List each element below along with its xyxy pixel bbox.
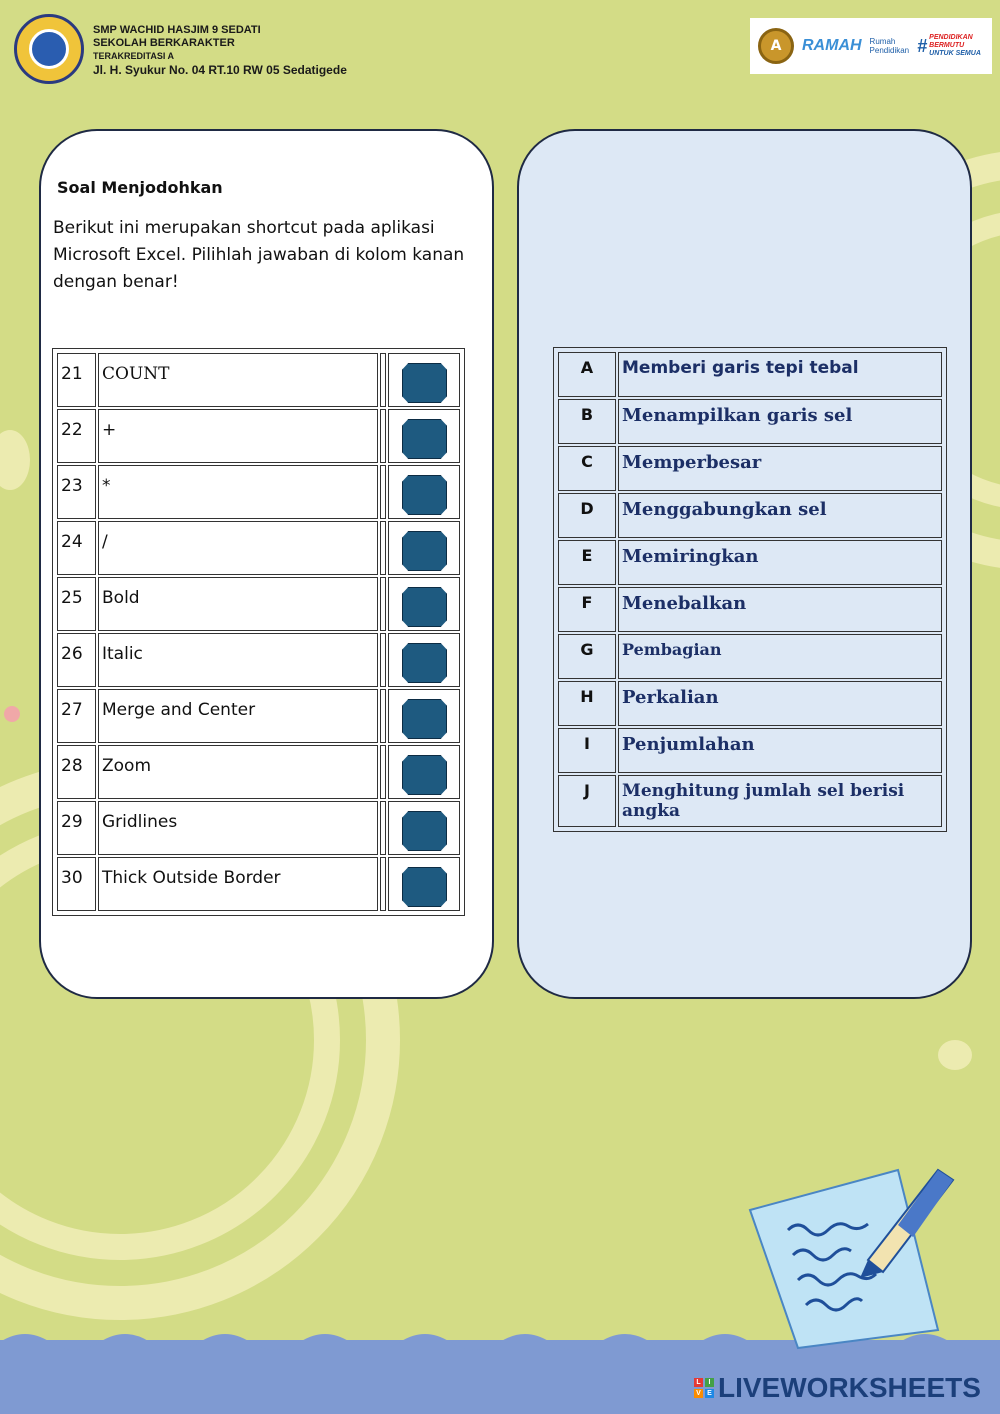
answer-input-box[interactable] [402,587,447,627]
question-text: * [98,465,378,519]
question-text: COUNT [98,353,378,407]
pendidikan-bermutu-logo [917,34,981,58]
answer-text: Pembagian [618,634,942,679]
question-number: 30 [57,857,96,911]
liveworksheets-logo-icon [694,1378,714,1398]
answer-row [558,352,942,397]
logo-letter: L [694,1378,703,1387]
background-blob [0,430,30,490]
question-table [52,348,465,916]
liveworksheets-brand [694,1372,981,1404]
question-number: 27 [57,689,96,743]
answer-letter: B [558,399,616,444]
question-number: 22 [57,409,96,463]
question-row [57,577,460,631]
answer-row [558,540,942,585]
school-motto: SEKOLAH BERKARAKTER [93,37,235,49]
question-text: Merge and Center [98,689,378,743]
answer-text: Menebalkan [618,587,942,632]
question-row [57,409,460,463]
notebook-pen-illustration [748,1150,968,1350]
answer-row [558,728,942,773]
answer-letter: E [558,540,616,585]
pendidikan-label: Pendidikan [869,46,910,55]
logo-letter: V [694,1389,703,1398]
question-number: 26 [57,633,96,687]
answer-table [553,347,947,832]
answer-row [558,493,942,538]
question-number: 25 [57,577,96,631]
answer-input-box[interactable] [402,867,447,907]
worksheet-instruction: Berikut ini merupakan shortcut pada aplikasi Microsoft Excel. Pilihlah jawaban di kolom kanan dengan benar! [53,218,465,292]
accreditation-badge: A [758,28,794,64]
answer-letter: H [558,681,616,726]
question-row [57,745,460,799]
rumah-pendidikan-logo [870,37,910,55]
partner-logos [750,18,992,74]
question-row [57,633,460,687]
question-number: 29 [57,801,96,855]
tagline-line: BERMUTU [929,42,965,49]
question-text: Zoom [98,745,378,799]
logo-letter: E [705,1389,714,1398]
question-text: + [98,409,378,463]
question-text: Bold [98,577,378,631]
school-info [93,24,347,78]
answer-text: Perkalian [618,681,942,726]
answer-text: Menggabungkan sel [618,493,942,538]
question-row [57,801,460,855]
answer-text: Penjumlahan [618,728,942,773]
answer-text: Menampilkan garis sel [618,399,942,444]
answer-input-box[interactable] [402,419,447,459]
background-dot [4,706,20,722]
answer-row [558,446,942,491]
school-accreditation: TERAKREDITASI A [93,51,174,61]
school-logo [14,14,84,84]
answer-input-box[interactable] [402,811,447,851]
tagline-line: PENDIDIKAN [929,34,973,41]
liveworksheets-wordmark: LIVEWORKSHEETS [718,1372,981,1403]
question-row [57,689,460,743]
question-text: Thick Outside Border [98,857,378,911]
answer-input-box[interactable] [402,643,447,683]
tagline-line: UNTUK SEMUA [929,50,981,57]
question-text: Italic [98,633,378,687]
answer-text: Menghitung jumlah sel berisi angka [618,775,942,827]
answer-letter: I [558,728,616,773]
question-number: 21 [57,353,96,407]
answer-row [558,634,942,679]
answer-input-box[interactable] [402,699,447,739]
answer-letter: D [558,493,616,538]
school-address: Jl. H. Syukur No. 04 RT.10 RW 05 Sedatigede [93,63,347,77]
question-number: 24 [57,521,96,575]
answer-text: Memperbesar [618,446,942,491]
question-number: 28 [57,745,96,799]
question-text: Gridlines [98,801,378,855]
question-row [57,353,460,407]
answer-row [558,775,942,827]
answer-input-box[interactable] [402,475,447,515]
answer-input-box[interactable] [402,755,447,795]
logo-letter: I [705,1378,714,1387]
question-row [57,857,460,911]
question-row [57,465,460,519]
answer-letter: G [558,634,616,679]
answer-letter: A [558,352,616,397]
question-row [57,521,460,575]
answer-letter: J [558,775,616,827]
answer-text: Memberi garis tepi tebal [618,352,942,397]
answer-row [558,399,942,444]
answer-letter: F [558,587,616,632]
worksheet-title: Soal Menjodohkan [57,178,223,197]
answer-letter: C [558,446,616,491]
question-number: 23 [57,465,96,519]
hash-icon: # [917,36,928,56]
rumah-label: Rumah [869,37,896,46]
answer-input-box[interactable] [402,531,447,571]
school-logo-emblem [29,29,69,69]
answer-text: Memiringkan [618,540,942,585]
answer-input-box[interactable] [402,363,447,403]
answer-row [558,681,942,726]
answer-row [558,587,942,632]
ramah-logo: RAMAH [802,37,862,54]
school-name: SMP WACHID HASJIM 9 SEDATI [93,24,261,36]
question-text: / [98,521,378,575]
background-blob [938,1040,972,1070]
